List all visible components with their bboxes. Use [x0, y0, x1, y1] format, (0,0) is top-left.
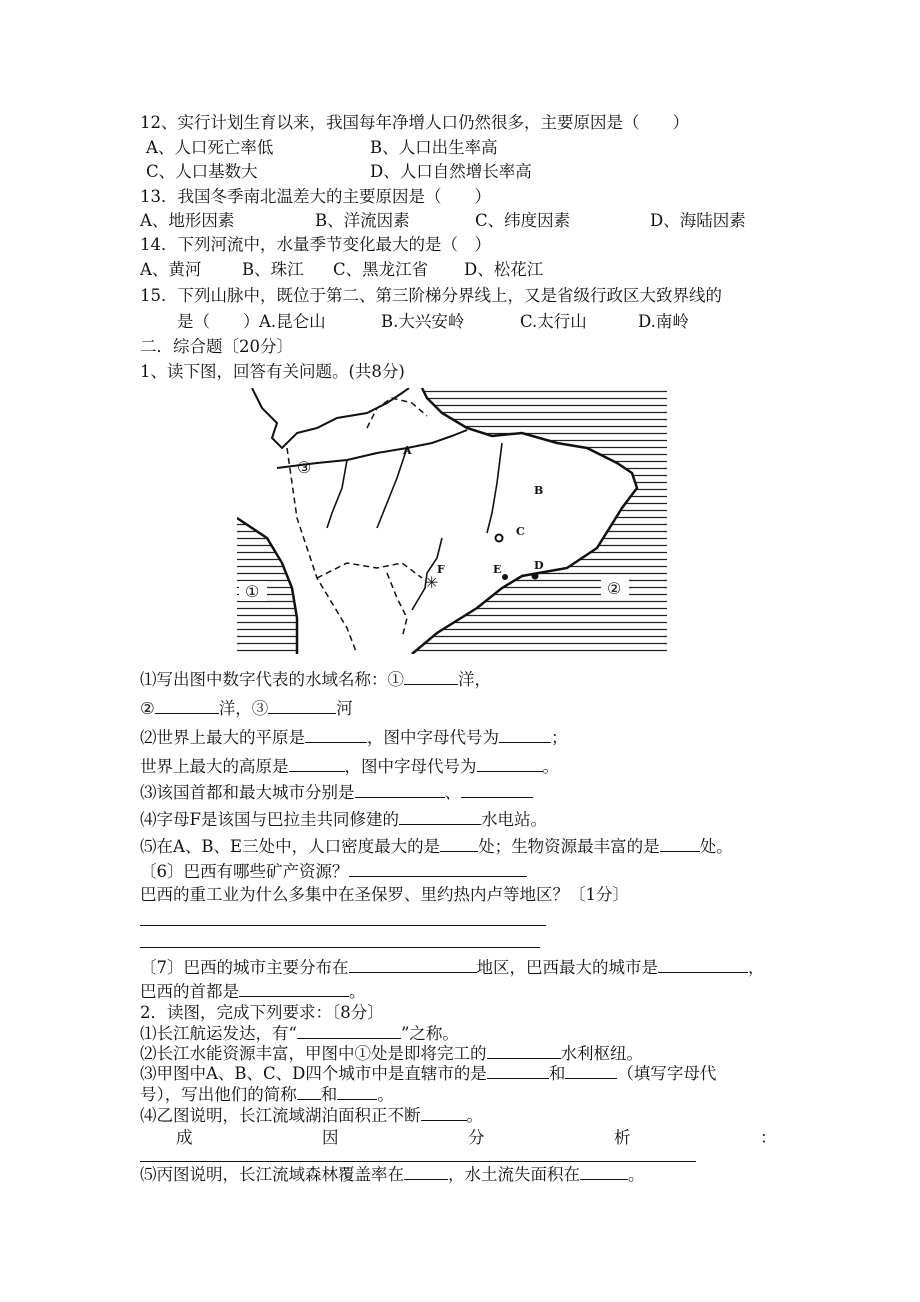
- s1-answer-line-2[interactable]: [140, 947, 540, 948]
- s1-q1b-blank-2[interactable]: [268, 697, 336, 714]
- q14-option-b: B、珠江: [242, 260, 304, 279]
- map-label-e: E: [493, 563, 502, 576]
- s1-q1b-mid: 洋，③: [218, 699, 269, 718]
- dam-f-marker: ✳: [425, 573, 439, 592]
- s2-q5-blank-2[interactable]: [580, 1163, 628, 1180]
- q12-stem: 12、实行计划生育以来，我国每年净增人口仍然很多，主要原因是（ ）: [140, 113, 689, 132]
- q12-option-a: A、人口死亡率低: [146, 138, 274, 157]
- q14-stem: 14．下列河流中，水量季节变化最大的是（ ）: [140, 235, 491, 254]
- city-e-marker: [502, 574, 508, 580]
- s2-q1-blank[interactable]: [297, 1022, 401, 1039]
- s2-q4-text: ⑷乙图说明，长江流域湖泊面积正不断: [140, 1106, 421, 1125]
- s1-q2a-blank-1[interactable]: [305, 726, 367, 743]
- s1-q7-blank-2[interactable]: [658, 956, 748, 973]
- s1-q2b-blank-2[interactable]: [477, 755, 543, 772]
- s2-q3-mid: 和: [548, 1064, 566, 1083]
- s1-q7b-blank[interactable]: [239, 980, 349, 997]
- q14-option-d: D、松花江: [464, 260, 544, 279]
- s2-q3-text: ⑶甲图中A、B、C、D四个城市中是直辖市的是: [140, 1064, 487, 1083]
- s1-q1a: [140, 668, 491, 691]
- s1-q5-blank-1[interactable]: [440, 835, 478, 852]
- s1-q2b-mid: ，图中字母代号为: [344, 757, 477, 776]
- q13-option-d: D、海陆因素: [650, 211, 746, 230]
- q14-option-c: C、黑龙江省: [333, 260, 429, 279]
- map-label-a: A: [403, 444, 412, 457]
- s1-q5-end: 处。: [699, 837, 733, 856]
- s1-answer-line-1[interactable]: [140, 925, 546, 926]
- s2-q4b-char-2: 因: [322, 1128, 339, 1147]
- s2-intro: 2．读图，完成下列要求：〔8分〕: [140, 1003, 384, 1022]
- s1-q1a-text: ⑴写出图中数字代表的水域名称：①: [140, 670, 404, 689]
- s1-q7b-text: 巴西的首都是: [140, 982, 239, 1001]
- s2-q2-text: ⑵长江水能资源丰富，甲图中①处是即将完工的: [140, 1044, 487, 1063]
- s2-q5: [140, 1163, 645, 1186]
- s2-q3b-blank-2[interactable]: [337, 1083, 377, 1100]
- brazil-map: [237, 388, 667, 654]
- q13-option-b: B、洋流因素: [315, 211, 410, 230]
- s2-q4b-char-1: 成: [176, 1128, 193, 1147]
- s1-q7-blank-1[interactable]: [349, 956, 477, 973]
- s1-q1a-blank[interactable]: [404, 668, 458, 685]
- q13-stem: 13．我国冬季南北温差大的主要原因是（ ）: [140, 187, 491, 206]
- q15-stem: 15．下列山脉中，既位于第二、第三阶梯分界线上，又是省级行政区大致界线的: [140, 286, 722, 305]
- s1-q1b-end: 河: [336, 699, 353, 718]
- s2-q5-end: 。: [628, 1165, 645, 1184]
- s2-q3b-end: 。: [377, 1085, 394, 1104]
- s1-q5-text: ⑸在A、B、E三处中，人口密度最大的是: [140, 837, 441, 856]
- s1-q5-blank-2[interactable]: [660, 835, 700, 852]
- city-d-marker: [532, 573, 539, 580]
- s1-q4: [140, 808, 547, 831]
- s1-q6b: 巴西的重工业为什么多集中在圣保罗、里约热内卢等地区？〔1分〕: [140, 885, 629, 904]
- q13-option-a: A、地形因素: [140, 211, 235, 230]
- s1-q6-blank[interactable]: [349, 860, 527, 877]
- s1-q7-text: 〔7〕巴西的城市主要分布在: [140, 958, 349, 977]
- s1-q2b: [140, 755, 559, 778]
- map-label-1: ①: [245, 582, 260, 601]
- s1-q4-end: 水电站。: [480, 810, 547, 829]
- s1-q1b-blank-1[interactable]: [155, 697, 219, 714]
- s2-q3b-text: 号），写出他们的简称: [140, 1085, 297, 1104]
- s1-q6: [140, 860, 527, 883]
- s2-q2-end: 水利枢纽。: [560, 1044, 643, 1063]
- q15-option-d: D.南岭: [638, 312, 689, 331]
- s1-q5-mid: 处；生物资源最丰富的是: [478, 837, 660, 856]
- s1-q7-end: ，: [748, 958, 765, 977]
- s1-q2b-text: 世界上最大的高原是: [140, 757, 289, 776]
- s2-q1-text: ⑴长江航运发达，有“: [140, 1024, 297, 1043]
- q15-option-a: A.昆仑山: [259, 312, 326, 331]
- s1-q2b-blank-1[interactable]: [289, 755, 345, 772]
- s1-q5: [140, 835, 733, 858]
- q15-option-c: C.太行山: [520, 312, 587, 331]
- s1-q2a-mid: ，图中字母代号为: [367, 728, 499, 747]
- s2-q3b-mid: 和: [320, 1085, 338, 1104]
- s2-q5-mid: ，水土流失面积在: [448, 1165, 580, 1184]
- s2-q4b-char-5: ：: [760, 1128, 777, 1147]
- q15-option-b: B.大兴安岭: [381, 312, 465, 331]
- s1-q2b-end: 。: [542, 757, 559, 776]
- s2-q4b-char-3: 分: [468, 1128, 485, 1147]
- s1-q7b: [140, 980, 366, 1003]
- map-label-d: D: [534, 559, 544, 572]
- s1-q4-blank[interactable]: [399, 808, 481, 825]
- q12-option-c: C、人口基数大: [146, 162, 258, 181]
- s1-q7: [140, 956, 765, 979]
- s1-q2a-blank-2[interactable]: [499, 726, 551, 743]
- s1-q2a: [140, 726, 568, 749]
- s1-q3-blank-1[interactable]: [355, 781, 445, 798]
- s2-q3-blank-1[interactable]: [487, 1062, 549, 1079]
- s1-q7-mid: 地区，巴西最大的城市是: [476, 958, 658, 977]
- s2-q5-text: ⑸丙图说明，长江流域森林覆盖率在: [140, 1165, 404, 1184]
- city-c-marker: [496, 535, 503, 542]
- s2-q3b: [140, 1083, 394, 1106]
- s2-q3b-blank-1[interactable]: [297, 1083, 321, 1100]
- s1-q2a-end: ；: [551, 728, 568, 747]
- s2-q1-end: ”之称。: [400, 1024, 459, 1043]
- map-label-2: ②: [607, 579, 622, 598]
- s1-q3-text: ⑶该国首都和最大城市分别是: [140, 783, 355, 802]
- s2-q4b-char-4: 析: [614, 1128, 631, 1147]
- s1-q3-mid: 、: [444, 783, 461, 802]
- s1-q1a-end: 洋，: [458, 670, 491, 689]
- s2-answer-line[interactable]: [140, 1161, 696, 1162]
- section-title: 二．综合题〔20分〕: [140, 337, 293, 356]
- s2-q4-end: 。: [466, 1106, 483, 1125]
- s2-q3-end: （填写字母代: [617, 1064, 717, 1083]
- s1-q4-text: ⑷字母F是该国与巴拉圭共同修建的: [140, 810, 399, 829]
- s2-q5-blank-1[interactable]: [404, 1163, 448, 1180]
- q12-option-b: B、人口出生率高: [370, 138, 498, 157]
- map-label-3: ③: [297, 458, 312, 477]
- s1-q1b: [140, 697, 353, 720]
- q12-option-d: D、人口自然增长率高: [370, 162, 532, 181]
- q15-stem-cont: 是（ ）: [177, 312, 260, 331]
- q13-option-c: C、纬度因素: [475, 211, 571, 230]
- s1-q6-text: 〔6〕巴西有哪些矿产资源？: [140, 862, 349, 881]
- s2-q2-blank[interactable]: [487, 1042, 561, 1059]
- map-label-b: B: [534, 484, 544, 497]
- s1-intro: 1、读下图，回答有关问题。(共8分): [140, 362, 405, 381]
- s1-q3: [140, 781, 533, 804]
- s1-q7b-end: 。: [349, 982, 366, 1001]
- s2-q4-blank[interactable]: [421, 1104, 467, 1121]
- s1-q2a-text: ⑵世界上最大的平原是: [140, 728, 305, 747]
- s1-q1b-pre: ②: [140, 699, 155, 718]
- q14-option-a: A、黄河: [140, 260, 202, 279]
- s2-q3: [140, 1062, 716, 1085]
- s1-q3-blank-2[interactable]: [461, 781, 533, 798]
- map-label-f: F: [437, 563, 445, 576]
- map-label-c: C: [516, 525, 525, 538]
- s2-q3-blank-2[interactable]: [565, 1062, 617, 1079]
